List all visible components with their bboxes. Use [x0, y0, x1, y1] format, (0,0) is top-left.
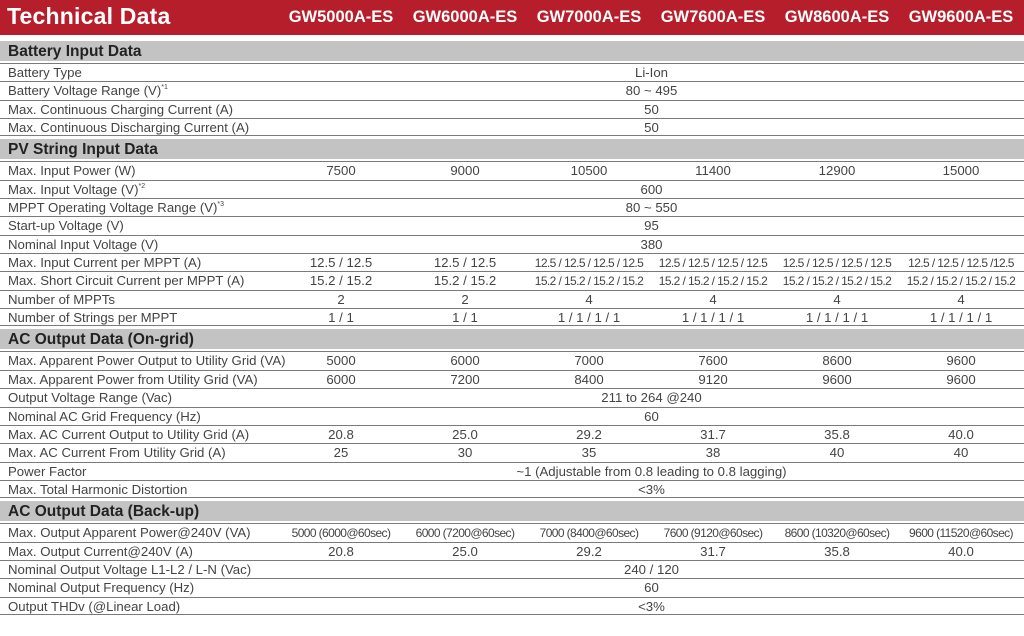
value-cell: 29.2 [576, 426, 602, 442]
row-label-text: Max. Output Apparent Power@240V (VA) [8, 525, 251, 541]
model-header: GW6000A-ES [412, 8, 518, 26]
value-cell: 31.7 [700, 543, 726, 559]
model-header: GW9600A-ES [908, 8, 1014, 26]
row-label-text: Max. Apparent Power from Utility Grid (VA) [8, 371, 258, 387]
shared-value: 80 ~ 495 [625, 83, 678, 99]
row-label-text: Battery Type [8, 65, 82, 80]
shared-value: 60 [644, 580, 659, 596]
row-label [8, 236, 158, 254]
title-bar [0, 0, 1024, 35]
section-header: Battery Input Data [0, 41, 1024, 63]
row-label [8, 408, 201, 426]
value-cell: 2 [461, 291, 469, 307]
row-label-text: Number of MPPTs [8, 291, 115, 307]
table-row [0, 480, 1024, 498]
row-label [8, 389, 172, 407]
value-cell: 7000 [574, 353, 604, 369]
value-cell: 9600 [946, 353, 976, 369]
footnote-marker: *2 [138, 182, 146, 190]
row-label [8, 371, 258, 389]
table-row [0, 370, 1024, 388]
value-cell: 12.5 / 12.5 / 12.5 / 12.5 [534, 256, 644, 271]
table-row [0, 560, 1024, 578]
table-row [0, 216, 1024, 234]
row-label-text: Max. Continuous Charging Current (A) [8, 101, 234, 117]
shared-value: Li-Ion [635, 65, 668, 80]
value-cell: 15.2 / 15.2 / 15.2 / 15.2 [658, 274, 768, 289]
row-label-text: Max. AC Current Output to Utility Grid (A) [8, 426, 250, 442]
value-cell: 1 / 1 [452, 310, 478, 326]
row-label-text: Nominal Output Voltage L1-L2 / L-N (Vac) [8, 561, 252, 577]
value-cell: 25 [333, 445, 349, 461]
value-cell: 6000 [326, 371, 356, 387]
shared-value: 50 [644, 101, 659, 117]
row-label [8, 119, 249, 137]
row-label [8, 101, 233, 119]
table-row [0, 235, 1024, 253]
row-label-text: Max. Short Circuit Current per MPPT (A) [8, 273, 245, 289]
row-label-text: Max. Total Harmonic Distortion [8, 481, 188, 497]
value-cell: 5000 (6000@60sec) [291, 526, 391, 541]
shared-value: <3% [638, 481, 665, 497]
value-cell: 15.2 / 15.2 / 15.2 / 15.2 [906, 274, 1016, 289]
value-cell: 9600 [946, 371, 976, 387]
row-label-text: Max. Input Current per MPPT (A) [8, 255, 202, 271]
shared-value: 380 [640, 236, 663, 252]
row-label-text: Max. Apparent Power Output to Utility Grid (VA) [8, 353, 286, 369]
row-label [8, 254, 201, 272]
value-cell: 12900 [818, 163, 856, 179]
table-row [0, 271, 1024, 289]
row-label [8, 272, 244, 290]
value-cell: 1 / 1 / 1 / 1 [681, 310, 745, 326]
value-cell: 8600 [822, 353, 852, 369]
value-cell: 1 / 1 / 1 / 1 [557, 310, 621, 326]
value-cell: 4 [833, 291, 841, 307]
value-cell: 9600 (11520@60sec) [909, 526, 1013, 541]
model-header: GW8600A-ES [784, 8, 890, 26]
page-title: Technical Data [7, 3, 171, 29]
value-cell: 20.8 [328, 543, 354, 559]
table-row [0, 253, 1024, 271]
value-cell: 1 / 1 / 1 / 1 [805, 310, 869, 326]
value-cell: 31.7 [700, 426, 726, 442]
model-header: GW7600A-ES [660, 8, 766, 26]
row-label [8, 199, 224, 217]
table-row [0, 388, 1024, 406]
value-cell: 6000 [450, 353, 480, 369]
table-row [0, 161, 1024, 179]
value-cell: 4 [585, 291, 593, 307]
table-row [0, 407, 1024, 425]
row-label-text: Power Factor [8, 463, 87, 479]
table-row [0, 308, 1024, 326]
row-label-text: Output Voltage Range (Vac) [8, 390, 172, 406]
table-row [0, 63, 1024, 81]
row-label-text: Start-up Voltage (V) [8, 218, 124, 234]
table-row [0, 290, 1024, 308]
value-cell: 1 / 1 / 1 / 1 [929, 310, 993, 326]
shared-value: <3% [638, 598, 665, 614]
value-cell: 11400 [695, 163, 731, 179]
row-label-text: Max. Continuous Discharging Current (A) [8, 120, 250, 136]
value-cell: 12.5 / 12.5 / 12.5 / 12.5 [782, 256, 892, 271]
row-label-text: Max. Input Power (W) [8, 163, 136, 179]
row-label [8, 352, 286, 370]
value-cell: 12.5 / 12.5 [433, 255, 497, 271]
spec-table [0, 41, 1024, 618]
table-row [0, 443, 1024, 461]
value-cell: 38 [705, 445, 721, 461]
value-cell: 29.2 [576, 543, 602, 559]
table-row [0, 198, 1024, 216]
model-header: GW5000A-ES [288, 8, 394, 26]
model-header: GW7000A-ES [536, 8, 642, 26]
row-label-text: MPPT Operating Voltage Range (V) [8, 200, 218, 216]
table-row [0, 351, 1024, 369]
table-row [0, 81, 1024, 99]
footnote-marker: *3 [217, 201, 225, 209]
value-cell: 7600 [698, 353, 728, 369]
value-cell: 1 / 1 [328, 310, 354, 326]
shared-value: 600 [640, 181, 663, 197]
value-cell: 8600 (10320@60sec) [784, 526, 890, 541]
row-label [8, 598, 180, 616]
row-label [8, 463, 86, 481]
row-label-text: Output THDv (@Linear Load) [8, 598, 181, 614]
table-row [0, 523, 1024, 541]
value-cell: 9000 [450, 163, 480, 179]
value-cell: 2 [337, 291, 345, 307]
row-label-text: Max. Input Voltage (V) [8, 181, 139, 197]
row-label [8, 309, 177, 327]
value-cell: 5000 [326, 353, 356, 369]
value-cell: 40.0 [948, 543, 974, 559]
row-label [8, 426, 249, 444]
row-label-text: Nominal Output Frequency (Hz) [8, 580, 195, 596]
value-cell: 10500 [570, 163, 608, 179]
value-cell: 15.2 / 15.2 [309, 273, 373, 289]
value-cell: 35 [581, 445, 597, 461]
row-label [8, 444, 226, 462]
shared-value: 60 [644, 408, 659, 424]
row-label [8, 217, 124, 235]
shared-value: 211 to 264 @240 [601, 390, 702, 406]
table-row [0, 542, 1024, 560]
value-cell: 12.5 / 12.5 [309, 255, 373, 271]
value-cell: 7500 [326, 163, 356, 179]
section-header: AC Output Data (Back-up) [0, 501, 1024, 523]
value-cell: 25.0 [452, 543, 478, 559]
row-label-text: Battery Voltage Range (V) [8, 83, 162, 99]
section-header: PV String Input Data [0, 139, 1024, 161]
value-cell: 35.8 [824, 543, 850, 559]
value-cell: 30 [457, 445, 473, 461]
value-cell: 12.5 / 12.5 / 12.5 / 12.5 [658, 256, 768, 271]
table-row [0, 180, 1024, 198]
footnote-marker: *1 [161, 84, 168, 92]
value-cell: 7200 [450, 371, 480, 387]
shared-value: ~1 (Adjustable from 0.8 leading to 0.8 lagging) [516, 463, 787, 479]
value-cell: 7000 (8400@60sec) [539, 526, 639, 541]
shared-value: 80 ~ 550 [625, 200, 678, 216]
row-label [8, 291, 115, 309]
value-cell: 15.2 / 15.2 / 15.2 / 15.2 [534, 274, 644, 289]
value-cell: 35.8 [824, 426, 850, 442]
value-cell: 6000 (7200@60sec) [415, 526, 515, 541]
table-row [0, 425, 1024, 443]
shared-value: 95 [644, 218, 659, 234]
row-label-text: Nominal Input Voltage (V) [8, 236, 159, 252]
value-cell: 40.0 [948, 426, 974, 442]
value-cell: 40 [953, 445, 969, 461]
row-label [8, 64, 82, 82]
row-label [8, 524, 251, 542]
row-label [8, 82, 168, 100]
value-cell: 40 [829, 445, 845, 461]
table-row [0, 100, 1024, 118]
row-label [8, 481, 187, 499]
table-row [0, 462, 1024, 480]
value-cell: 15.2 / 15.2 [433, 273, 497, 289]
section-header: AC Output Data (On-grid) [0, 329, 1024, 351]
row-label-text: Max. Output Current@240V (A) [8, 543, 193, 559]
value-cell: 15000 [942, 163, 980, 179]
value-cell: 15.2 / 15.2 / 15.2 / 15.2 [782, 274, 892, 289]
table-row [0, 578, 1024, 596]
row-label-text: Nominal AC Grid Frequency (Hz) [8, 408, 201, 424]
value-cell: 8400 [574, 371, 604, 387]
shared-value: 50 [644, 120, 659, 136]
shared-value: 240 / 120 [624, 561, 679, 577]
row-label [8, 561, 251, 579]
value-cell: 9600 [822, 371, 852, 387]
row-label [8, 543, 193, 561]
row-label [8, 162, 136, 180]
table-row [0, 597, 1024, 615]
row-label-text: Max. AC Current From Utility Grid (A) [8, 445, 226, 461]
row-label [8, 181, 145, 199]
value-cell: 4 [957, 291, 965, 307]
row-label-text: Number of Strings per MPPT [8, 310, 178, 326]
value-cell: 20.8 [328, 426, 354, 442]
table-row [0, 118, 1024, 136]
value-cell: 25.0 [452, 426, 478, 442]
row-label [8, 579, 194, 597]
value-cell: 4 [709, 291, 717, 307]
value-cell: 9120 [698, 371, 728, 387]
value-cell: 7600 (9120@60sec) [663, 526, 763, 541]
value-cell: 12.5 / 12.5 / 12.5 /12.5 [908, 256, 1014, 271]
